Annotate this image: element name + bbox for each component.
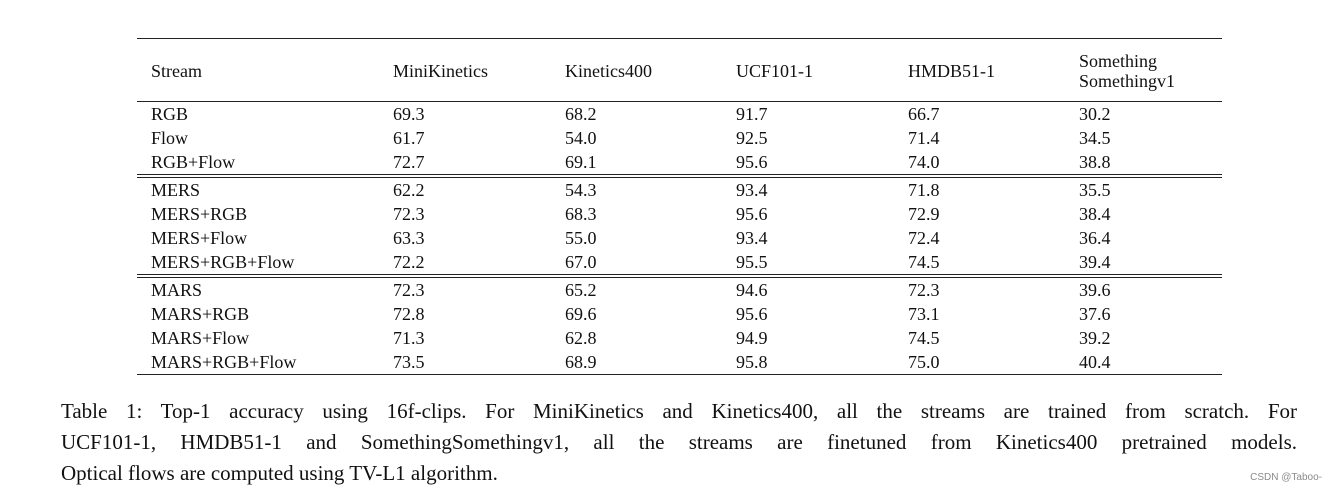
results-table (137, 38, 1222, 375)
accuracy-cell: 93.4 (736, 228, 768, 248)
table-row (137, 326, 1222, 350)
accuracy-cell: 72.4 (908, 228, 940, 248)
stream-name-cell: MERS (137, 176, 379, 202)
header-stream: Stream (151, 61, 202, 81)
stream-name-cell: MARS+RGB+Flow (137, 350, 379, 375)
accuracy-cell: 68.2 (565, 104, 597, 124)
accuracy-cell: 75.0 (894, 350, 1065, 375)
accuracy-cell: 95.6 (736, 304, 768, 324)
accuracy-cell: 35.5 (1065, 176, 1222, 202)
accuracy-cell: 34.5 (1079, 128, 1111, 148)
caption-line: Optical flows are computed using TV-L1 algorithm. (61, 461, 498, 485)
stream-name-cell: MERS+RGB+Flow (151, 252, 295, 272)
accuracy-cell: 91.7 (736, 104, 768, 124)
accuracy-cell: 94.6 (722, 276, 894, 302)
accuracy-cell: 69.1 (565, 152, 597, 172)
accuracy-cell: 95.6 (736, 204, 768, 224)
accuracy-cell: 62.8 (565, 328, 597, 348)
accuracy-cell: 39.4 (1079, 252, 1111, 272)
header-row (137, 39, 1222, 102)
stream-name-cell: MARS+Flow (151, 328, 250, 348)
accuracy-cell: 74.5 (908, 328, 940, 348)
accuracy-cell: 95.6 (736, 152, 768, 172)
accuracy-cell: 72.2 (393, 252, 425, 272)
accuracy-cell: 63.3 (393, 228, 425, 248)
accuracy-cell: 38.4 (1079, 204, 1111, 224)
accuracy-cell: 74.5 (908, 252, 940, 272)
accuracy-cell: 38.8 (1079, 152, 1111, 172)
header-something-line1: Something (1079, 51, 1158, 71)
accuracy-cell: 37.6 (1079, 304, 1111, 324)
stream-name-cell: MARS+RGB (151, 304, 250, 324)
accuracy-cell: 66.7 (908, 104, 940, 124)
accuracy-cell: 62.2 (379, 176, 551, 202)
accuracy-cell: 54.3 (551, 176, 722, 202)
accuracy-cell: 73.1 (908, 304, 940, 324)
accuracy-cell: 69.3 (393, 104, 425, 124)
accuracy-cell: 72.7 (393, 152, 425, 172)
accuracy-cell: 39.2 (1079, 328, 1111, 348)
stream-name-cell: RGB (151, 104, 189, 124)
accuracy-cell: 93.4 (722, 176, 894, 202)
table-caption (61, 396, 1297, 489)
caption-line: UCF101-1, HMDB51-1 and SomethingSomethingv1, all the streams are finetuned from Kinetics400 pretrained models. (61, 430, 1297, 454)
accuracy-cell: 72.3 (379, 276, 551, 302)
header-minikinetics: MiniKinetics (393, 61, 488, 81)
accuracy-cell: 74.0 (908, 152, 940, 172)
stream-name-cell: MERS+RGB (151, 204, 248, 224)
accuracy-cell: 69.6 (565, 304, 597, 324)
watermark: CSDN @Taboo- (1250, 472, 1322, 483)
table-row (137, 250, 1222, 276)
accuracy-cell: 73.5 (379, 350, 551, 375)
group-mers (137, 176, 1222, 276)
accuracy-cell: 71.4 (908, 128, 940, 148)
accuracy-cell: 72.3 (393, 204, 425, 224)
accuracy-cell: 72.8 (393, 304, 425, 324)
table-row (137, 226, 1222, 250)
accuracy-cell: 67.0 (565, 252, 597, 272)
accuracy-cell: 95.5 (736, 252, 768, 272)
accuracy-cell: 39.6 (1065, 276, 1222, 302)
stream-name-cell: Flow (151, 128, 189, 148)
table-row (137, 102, 1222, 127)
accuracy-cell: 55.0 (565, 228, 597, 248)
accuracy-cell: 71.3 (393, 328, 425, 348)
accuracy-cell: 92.5 (736, 128, 768, 148)
table-header (137, 39, 1222, 102)
accuracy-cell: 40.4 (1065, 350, 1222, 375)
accuracy-cell: 95.8 (722, 350, 894, 375)
accuracy-cell: 61.7 (393, 128, 425, 148)
table-row (137, 202, 1222, 226)
header-hmdb51: HMDB51-1 (908, 61, 996, 81)
table-row (137, 276, 1222, 302)
accuracy-cell: 71.8 (894, 176, 1065, 202)
table-row (137, 302, 1222, 326)
header-something (1065, 39, 1222, 102)
accuracy-cell: 72.3 (894, 276, 1065, 302)
accuracy-cell: 36.4 (1079, 228, 1111, 248)
accuracy-cell: 30.2 (1079, 104, 1111, 124)
table-row (137, 350, 1222, 375)
stream-name-cell: MERS+Flow (151, 228, 248, 248)
group-rgb-flow (137, 102, 1222, 177)
table-row (137, 126, 1222, 150)
table-row (137, 176, 1222, 202)
table-row (137, 150, 1222, 176)
accuracy-cell: 65.2 (551, 276, 722, 302)
group-mars (137, 276, 1222, 375)
accuracy-cell: 68.9 (551, 350, 722, 375)
accuracy-cell: 72.9 (908, 204, 940, 224)
header-something-line2: Somethingv1 (1079, 71, 1176, 91)
stream-name-cell: MARS (137, 276, 379, 302)
header-kinetics400: Kinetics400 (565, 61, 652, 81)
accuracy-cell: 54.0 (565, 128, 597, 148)
header-ucf101: UCF101-1 (736, 61, 814, 81)
accuracy-cell: 94.9 (736, 328, 768, 348)
stream-name-cell: RGB+Flow (151, 152, 236, 172)
caption-line: Table 1: Top-1 accuracy using 16f-clips. For MiniKinetics and Kinetics400, all the streams are trained from scratch. For (61, 399, 1297, 423)
accuracy-cell: 68.3 (565, 204, 597, 224)
